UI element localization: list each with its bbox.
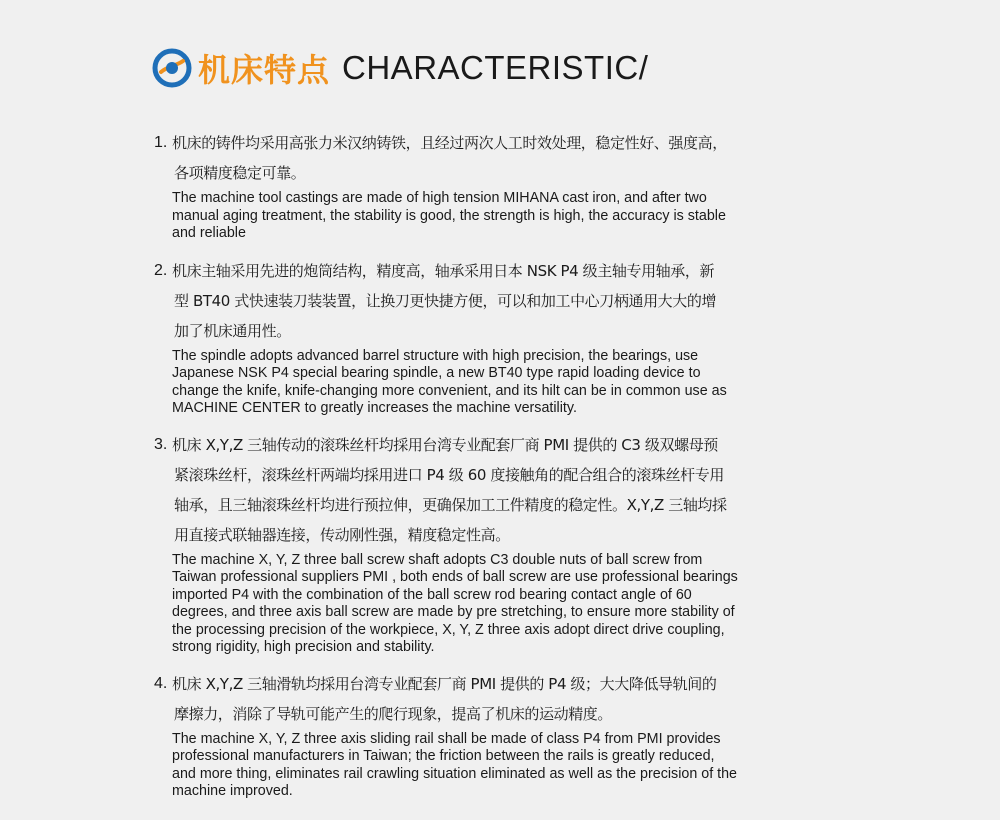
cn-line: 轴承，且三轴滚珠丝杆均进行预拉伸，更确保加工工件精度的稳定性。X,Y,Z 三轴均採 (174, 495, 727, 514)
page-header (152, 44, 648, 92)
item-english-text (172, 190, 854, 243)
en-line: Japanese NSK P4 special bearing spindle, a new BT40 type rapid loading device to (172, 365, 701, 381)
list-item (154, 256, 854, 418)
en-line: strong rigidity, high precision and stability. (172, 639, 435, 655)
en-line: manual aging treatment, the stability is good, the strength is high, the accuracy is stable (172, 207, 726, 224)
item-chinese-text (172, 430, 854, 550)
cn-line: 各项精度稳定可靠。 (174, 164, 306, 182)
en-line: the processing precision of the workpiece, X, Y, Z three axis adopt direct drive coupling, (172, 621, 725, 638)
en-line: The spindle adopts advanced barrel structure with high precision, the bearings, use (172, 347, 699, 364)
en-line: change the knife, knife-changing more convenient, and its hilt can be in common use as (172, 382, 727, 399)
en-line: machine improved. (172, 783, 293, 799)
en-line: MACHINE CENTER to greatly increases the machine versatility. (172, 400, 577, 416)
characteristics-list (154, 128, 854, 801)
en-line: The machine X, Y, Z three axis sliding rail shall be made of class P4 from PMI provides (172, 730, 721, 747)
item-english-text (172, 731, 854, 801)
en-line: and more thing, eliminates rail crawling situation eliminated as well as the precision of the (172, 765, 738, 782)
cn-line: 紧滚珠丝杆，滚珠丝杆两端均採用进口 P4 级 60 度接触角的配合组合的滚珠丝杆专用 (174, 465, 724, 484)
cn-line: 型 BT40 式快速装刀装装置，让换刀更快捷方便，可以和加工中心刀柄通用大大的增 (174, 291, 717, 310)
item-chinese-text (172, 256, 854, 346)
list-item (154, 669, 854, 801)
en-line: professional manufacturers in Taiwan; the friction between the rails is greatly reduced, (172, 748, 715, 764)
en-line: degrees, and three axis ball screw are made by pre stretching, to ensure more stability of (172, 604, 735, 620)
en-line: The machine tool castings are made of high tension MIHANA cast iron, and after two (172, 190, 707, 206)
cn-line: 机床 X,Y,Z 三轴传动的滚珠丝杆均採用台湾专业配套厂商 PMI 提供的 C3 级双螺母预 (172, 435, 718, 454)
list-item (154, 128, 854, 243)
cn-line: 用直接式联轴器连接，传动刚性强，精度稳定性高。 (174, 525, 510, 544)
item-chinese-text (172, 128, 854, 188)
en-line: Taiwan professional suppliers PMI , both ends of ball screw are use professional bearings (172, 569, 738, 585)
page-title-english: CHARACTERISTIC/ (342, 49, 649, 86)
item-number: 2. (154, 261, 168, 279)
item-number: 4. (154, 674, 168, 692)
item-number: 1. (154, 134, 168, 151)
list-item (154, 430, 854, 657)
item-chinese-text (172, 669, 854, 729)
company-logo-icon (152, 48, 192, 88)
en-line: The machine X, Y, Z three ball screw shaft adopts C3 double nuts of ball screw from (172, 551, 703, 568)
cn-line: 机床 X,Y,Z 三轴滑轨均採用台湾专业配套厂商 PMI 提供的 P4 级；大大降低导轨间的 (172, 674, 717, 693)
en-line: and reliable (172, 225, 246, 241)
cn-line: 机床主轴采用先进的炮筒结构，精度高，轴承采用日本 NSK P4 级主轴专用轴承，新 (172, 261, 715, 280)
cn-line: 机床的铸件均采用高张力米汉纳铸铁，且经过两次人工时效处理，稳定性好、强度高， (172, 134, 727, 152)
cn-line: 摩擦力，消除了导轨可能产生的爬行现象，提高了机床的运动精度。 (174, 704, 613, 723)
item-number: 3. (154, 435, 168, 453)
cn-line: 加了机床通用性。 (174, 321, 291, 340)
en-line: imported P4 with the combination of the ball screw rod bearing contact angle of 60 (172, 586, 692, 603)
item-english-text (172, 552, 854, 657)
item-english-text (172, 348, 854, 418)
page-title-chinese: 机床特点 (198, 51, 331, 89)
